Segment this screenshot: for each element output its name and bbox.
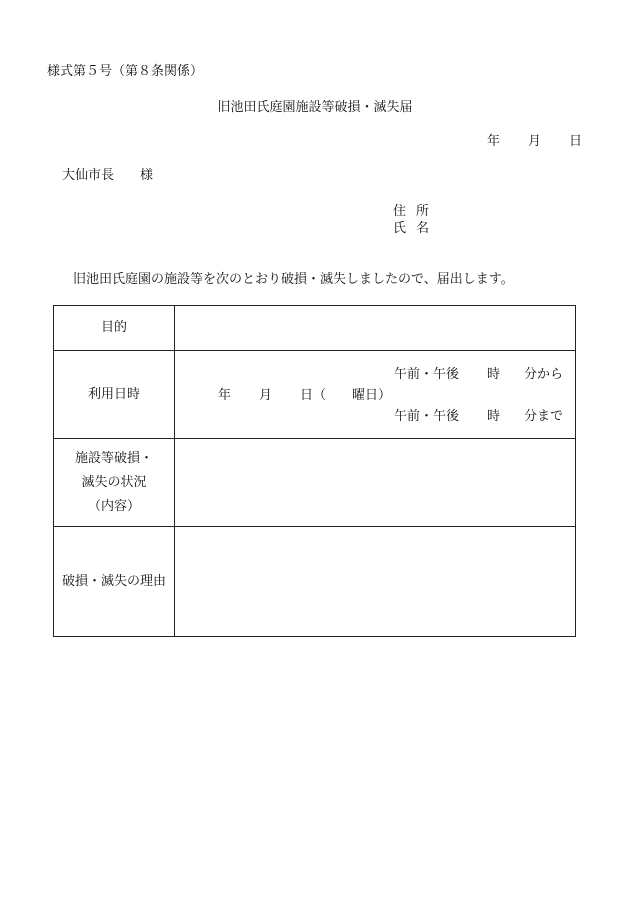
address-label-char-1: 住 [393, 204, 407, 219]
report-form-table [53, 305, 576, 637]
submission-date [487, 134, 582, 150]
purpose-input-cell[interactable] [175, 306, 576, 351]
applicant-address-label [393, 204, 429, 220]
reason-row [54, 527, 576, 637]
reason-label: 破損・滅失の理由 [54, 527, 175, 637]
to-hour: 時 [486, 409, 500, 424]
applicant-name-label [393, 221, 429, 237]
date-day-label: 日 [568, 134, 582, 149]
date-year-label: 年 [486, 134, 500, 149]
status-label-line-2: 滅失の状況 [81, 474, 147, 490]
from-minute: 分から [523, 367, 563, 382]
use-day: 日（ [300, 388, 327, 403]
status-input-cell[interactable] [175, 439, 576, 527]
document-title: 旧池田氏庭園施設等破損・滅失届 [217, 100, 413, 115]
intro-text: 旧池田氏庭園の施設等を次のとおり破損・滅失しましたので、届出します。 [73, 272, 514, 287]
use-weekday: 曜日） [352, 388, 392, 403]
reason-input-cell[interactable] [175, 527, 576, 637]
datetime-date [218, 388, 391, 404]
address-label-char-2: 所 [416, 204, 430, 219]
name-label-char-2: 名 [416, 221, 430, 236]
use-month: 月 [259, 388, 273, 403]
form-number: 様式第５号（第８条関係） [47, 64, 204, 79]
datetime-label: 利用日時 [54, 351, 175, 439]
status-label-line-3: （内容） [87, 498, 140, 514]
recipient-name: 大仙市長 [62, 168, 115, 183]
to-minute: 分まで [523, 409, 563, 424]
to-ampm: 午前・午後 [393, 409, 459, 424]
from-hour: 時 [486, 367, 500, 382]
datetime-input-cell[interactable] [175, 351, 576, 439]
name-label-char-1: 氏 [393, 221, 407, 236]
use-year: 年 [218, 388, 232, 403]
datetime-row [54, 351, 576, 439]
recipient [62, 168, 153, 184]
from-ampm: 午前・午後 [393, 367, 459, 382]
datetime-from [394, 367, 563, 383]
purpose-label: 目的 [54, 306, 175, 351]
recipient-honorific: 様 [140, 168, 154, 183]
datetime-to [394, 409, 563, 425]
status-label [54, 439, 175, 527]
date-month-label: 月 [527, 134, 541, 149]
status-label-line-1: 施設等破損・ [74, 450, 153, 466]
status-row [54, 439, 576, 527]
purpose-row [54, 306, 576, 351]
